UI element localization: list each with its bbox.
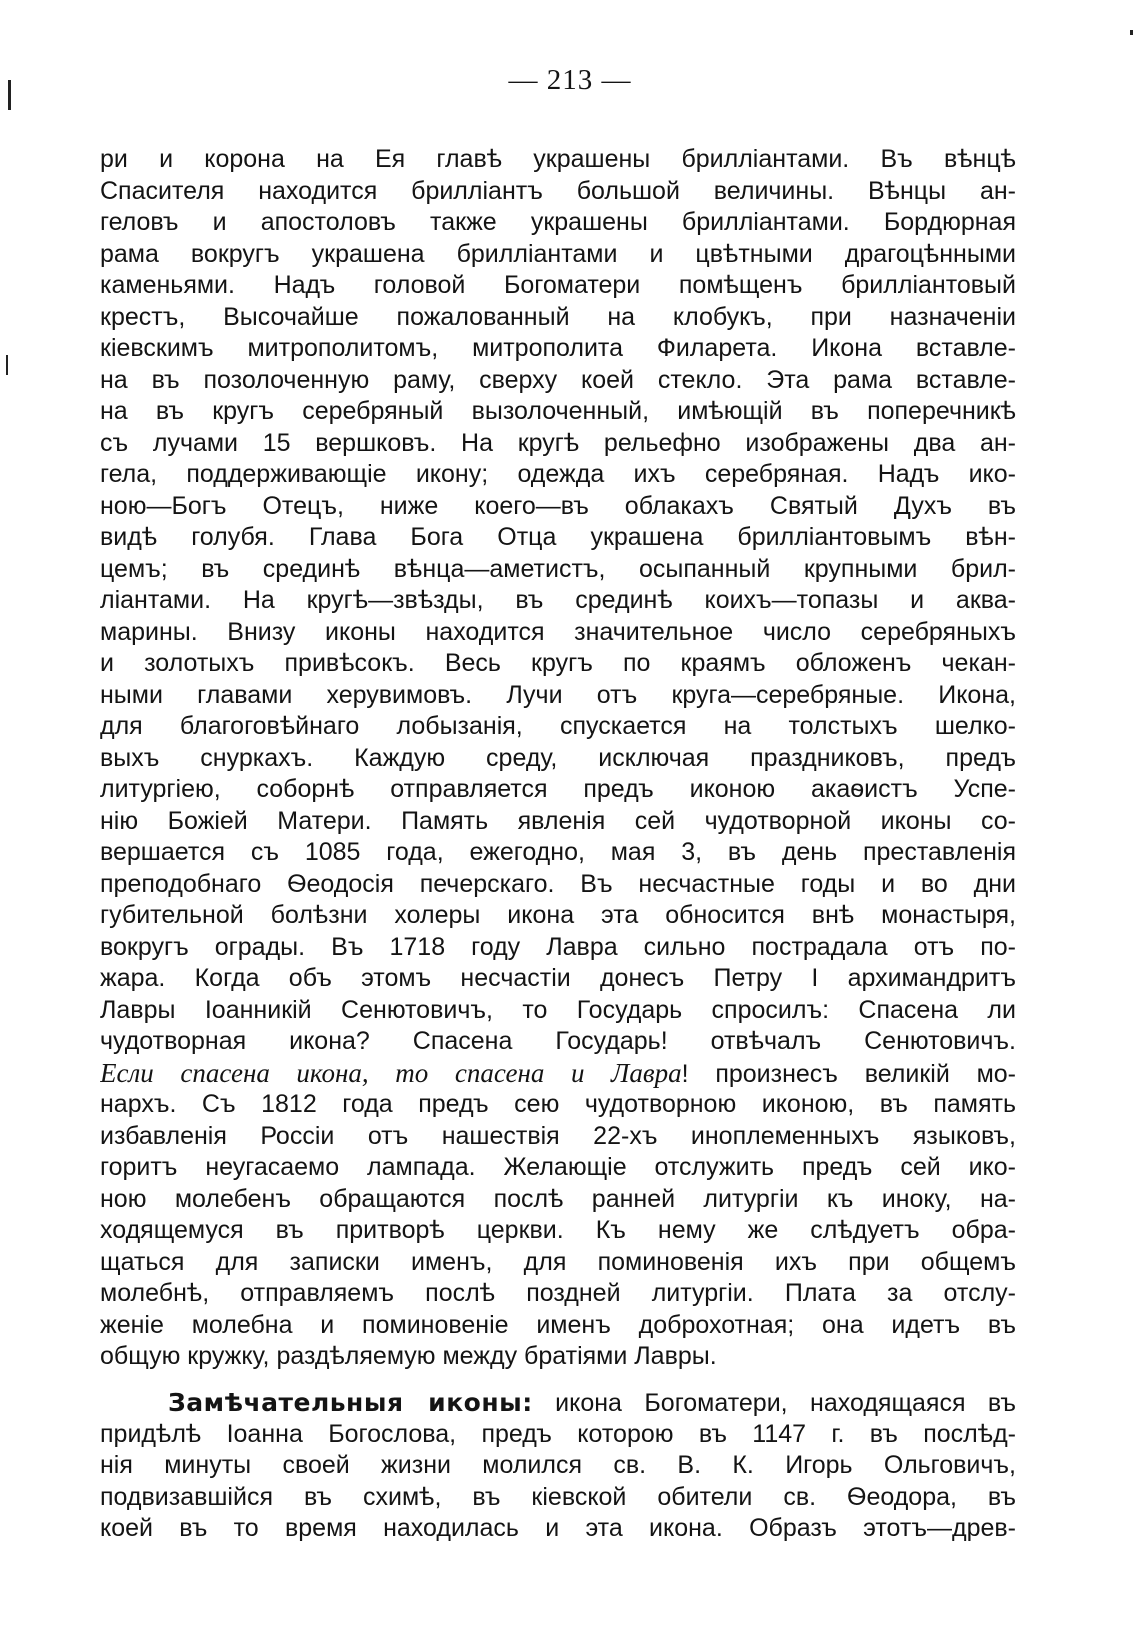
- heading-line-rest: икона Богоматери, находящаяся въ: [532, 1389, 1016, 1417]
- text-line: ри и корона на Ея главѣ украшены бриллiантами. Въ вѣнцѣ: [100, 145, 1016, 173]
- text-line: на въ кругъ серебряный вызолоченный, имѣющiй въ поперечникѣ: [100, 397, 1016, 425]
- text-line: и золотыхъ привѣсокъ. Весь кругъ по краямъ обложенъ чекан-: [100, 649, 1016, 677]
- text-line: для благоговѣйнаго лобызанiя, спускается на толстыхъ шелко-: [100, 712, 1016, 740]
- text-line: нiю Божiей Матери. Память явленiя сей чудотворной иконы со-: [100, 806, 1016, 835]
- italic-quote: Если спасена икона, то спасена и Лавра: [100, 1057, 682, 1088]
- text-line: жара. Когда объ этомъ несчастiи донесъ Петру I архимандритъ: [100, 964, 1016, 992]
- text-line: горитъ неугасаемо лампада. Желающiе отслужить предъ сей ико-: [100, 1153, 1016, 1181]
- text-line: ною—Богъ Отецъ, ниже коего—въ облакахъ Святый Духъ въ: [100, 491, 1016, 520]
- text-line: коей въ то время находилась и эта икона. Образъ этотъ—древ-: [100, 1514, 1016, 1542]
- text-line-with-quote: [100, 1058, 1016, 1090]
- text-line: общую кружку, раздѣляемую между братiями Лавры.: [100, 1342, 717, 1370]
- text-line: крестъ, Высочайше пожалованный на клобукъ, при назначенiи: [100, 302, 1016, 331]
- text-line: ною молебенъ обращаются послѣ ранней литургiи къ иноку, на-: [100, 1184, 1016, 1213]
- section-heading: Замѣчательныя иконы:: [168, 1388, 533, 1417]
- text-line: видѣ голубя. Глава Бога Отца украшена бриллiантовымъ вѣн-: [100, 523, 1016, 551]
- quote-line-rest: ! произнесъ великiй мо-: [681, 1059, 1016, 1088]
- text-line: ными главами херувимовъ. Лучи отъ круга—серебряные. Икона,: [100, 680, 1016, 709]
- text-line: губительной болѣзни холеры икона эта обносится внѣ монастыря,: [100, 901, 1016, 929]
- text-line: геловъ и апостоловъ также украшены бриллiантами. Бордюрная: [100, 208, 1016, 236]
- text-line: молебнѣ, отправляемъ послѣ поздней литургiи. Плата за отслу-: [100, 1279, 1016, 1307]
- text-line: вокругъ ограды. Въ 1718 году Лавра сильно пострадала отъ по-: [100, 932, 1016, 961]
- text-line: придѣлѣ Iоанна Богослова, предъ которою въ 1147 г. въ послѣд-: [100, 1419, 1016, 1448]
- text-line: женiе молебна и поминовенiе именъ доброхотная; она идетъ въ: [100, 1310, 1016, 1339]
- page-number: — 213 —: [508, 64, 632, 96]
- text-line: Лавры Iоанникiй Сенютовичъ, то Государь спросилъ: Спасена ли: [100, 995, 1016, 1024]
- text-line: Спасителя находится бриллiантъ большой величины. Вѣнцы ан-: [100, 176, 1016, 205]
- text-line: съ лучами 15 вершковъ. На кругѣ рельефно изображены два ан-: [100, 428, 1016, 457]
- text-line: нiя минуты своей жизни молился св. В. К. Игорь Ольговичъ,: [100, 1451, 1016, 1479]
- text-line: рама вокругъ украшена бриллiантами и цвѣтными драгоцѣнными: [100, 239, 1016, 268]
- text-line: каменьями. Надъ головой Богоматери помѣщенъ бриллiантовый: [100, 271, 1016, 299]
- text-line: цемъ; въ срединѣ вѣнца—аметистъ, осыпанный крупными брил-: [100, 554, 1016, 583]
- margin-mark: [6, 355, 8, 375]
- text-line: подвизавшiйся въ схимѣ, въ кiевской обители св. Ѳеодора, въ: [100, 1482, 1016, 1511]
- paragraph-2: [100, 1387, 1016, 1545]
- text-line: лiантами. На кругѣ—звѣзды, въ срединѣ коихъ—топазы и аква-: [100, 586, 1016, 614]
- text-line-with-heading: [100, 1387, 1016, 1419]
- text-line: кiевскимъ митрополитомъ, митрополита Филарета. Икона вставле-: [100, 334, 1016, 362]
- paragraph-1: [100, 144, 1016, 1373]
- text-line: ходящемуся въ притворѣ церкви. Къ нему же слѣдуетъ обра-: [100, 1216, 1016, 1244]
- text-line: избавленiя Россiи отъ нашествiя 22-хъ иноплеменныхъ языковъ,: [100, 1121, 1016, 1150]
- text-line: на въ позолоченную раму, сверху коей стекло. Эта рама вставле-: [100, 365, 1016, 394]
- text-line: нархъ. Съ 1812 года предъ сею чудотворною иконою, въ память: [100, 1090, 1016, 1118]
- text-line: вершается съ 1085 года, ежегодно, мая 3, въ день преставленiя: [100, 838, 1016, 866]
- text-line: литургiею, соборнѣ отправляется предъ иконою акаѳистъ Успе-: [100, 775, 1016, 803]
- text-line: щаться для записки именъ, для поминовенiя ихъ при общемъ: [100, 1247, 1016, 1276]
- text-line: чудотворная икона? Спасена Государь! отвѣчалъ Сенютовичъ.: [100, 1027, 1016, 1055]
- margin-mark: [1130, 30, 1133, 35]
- text-line: преподобнаго Ѳеодосiя печерскаго. Въ несчастные годы и во дни: [100, 869, 1016, 898]
- text-line: гела, поддерживающiе икону; одежда ихъ серебряная. Надъ ико-: [100, 460, 1016, 488]
- text-line: выхъ снуркахъ. Каждую среду, исключая праздниковъ, предъ: [100, 743, 1016, 772]
- text-line: марины. Внизу иконы находится значительное число серебряныхъ: [100, 617, 1016, 646]
